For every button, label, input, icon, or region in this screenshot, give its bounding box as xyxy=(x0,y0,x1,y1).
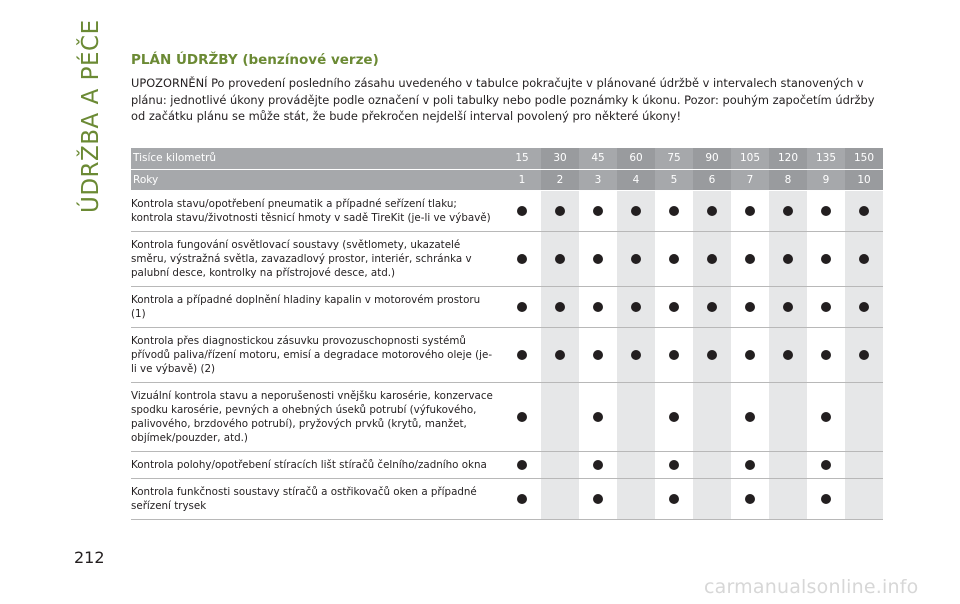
interval-cell xyxy=(655,382,693,451)
bullet-mark-icon xyxy=(517,302,527,312)
header-km-value: 135 xyxy=(807,148,845,169)
header-row-years xyxy=(131,169,883,190)
bullet-mark-icon xyxy=(593,460,603,470)
interval-cell xyxy=(693,382,731,451)
interval-cell xyxy=(503,286,541,327)
task-description: Kontrola a případné doplnění hladiny kapalin v motorovém prostoru (1) xyxy=(131,286,503,327)
interval-cell xyxy=(617,231,655,286)
bullet-mark-icon xyxy=(593,412,603,422)
header-year-value: 7 xyxy=(731,169,769,190)
bullet-mark-icon xyxy=(821,494,831,504)
header-year-value: 9 xyxy=(807,169,845,190)
bullet-mark-icon xyxy=(669,206,679,216)
interval-cell xyxy=(845,231,883,286)
bullet-mark-icon xyxy=(745,412,755,422)
bullet-mark-icon xyxy=(821,460,831,470)
bullet-mark-icon xyxy=(517,206,527,216)
watermark: carmanualsonline.info xyxy=(704,576,919,598)
interval-cell xyxy=(731,478,769,519)
bullet-mark-icon xyxy=(783,254,793,264)
interval-cell xyxy=(807,231,845,286)
interval-cell xyxy=(769,190,807,231)
bullet-mark-icon xyxy=(859,254,869,264)
interval-cell xyxy=(617,451,655,478)
bullet-mark-icon xyxy=(669,460,679,470)
interval-cell xyxy=(769,478,807,519)
header-km-value: 45 xyxy=(579,148,617,169)
interval-cell xyxy=(655,478,693,519)
interval-cell xyxy=(769,327,807,382)
interval-cell xyxy=(807,190,845,231)
interval-cell xyxy=(845,190,883,231)
header-year-value: 4 xyxy=(617,169,655,190)
interval-cell xyxy=(655,231,693,286)
header-km-value: 15 xyxy=(503,148,541,169)
header-year-value: 5 xyxy=(655,169,693,190)
table-row xyxy=(131,382,883,451)
bullet-mark-icon xyxy=(783,350,793,360)
bullet-mark-icon xyxy=(669,494,679,504)
page-number: 212 xyxy=(74,548,105,567)
interval-cell xyxy=(693,478,731,519)
interval-cell xyxy=(541,478,579,519)
bullet-mark-icon xyxy=(555,350,565,360)
header-year-value: 8 xyxy=(769,169,807,190)
interval-cell xyxy=(655,451,693,478)
bullet-mark-icon xyxy=(745,254,755,264)
bullet-mark-icon xyxy=(517,412,527,422)
interval-cell xyxy=(769,231,807,286)
bullet-mark-icon xyxy=(707,302,717,312)
bullet-mark-icon xyxy=(669,412,679,422)
side-section-title: ÚDRŽBA A PÉČE xyxy=(78,19,104,213)
interval-cell xyxy=(579,382,617,451)
bullet-mark-icon xyxy=(669,302,679,312)
bullet-mark-icon xyxy=(631,254,641,264)
interval-cell xyxy=(807,327,845,382)
bullet-mark-icon xyxy=(859,302,869,312)
interval-cell xyxy=(617,382,655,451)
interval-cell xyxy=(807,451,845,478)
bullet-mark-icon xyxy=(745,302,755,312)
bullet-mark-icon xyxy=(555,302,565,312)
interval-cell xyxy=(731,231,769,286)
interval-cell xyxy=(769,286,807,327)
interval-cell xyxy=(845,382,883,451)
bullet-mark-icon xyxy=(859,206,869,216)
header-years-label: Roky xyxy=(131,169,503,190)
bullet-mark-icon xyxy=(783,206,793,216)
table-row xyxy=(131,190,883,231)
bullet-mark-icon xyxy=(821,302,831,312)
header-year-value: 10 xyxy=(845,169,883,190)
interval-cell xyxy=(541,451,579,478)
interval-cell xyxy=(731,451,769,478)
header-km-label: Tisíce kilometrů xyxy=(131,148,503,169)
header-year-value: 6 xyxy=(693,169,731,190)
bullet-mark-icon xyxy=(517,254,527,264)
interval-cell xyxy=(731,382,769,451)
interval-cell xyxy=(541,327,579,382)
interval-cell xyxy=(579,478,617,519)
interval-cell xyxy=(503,231,541,286)
bullet-mark-icon xyxy=(821,206,831,216)
interval-cell xyxy=(541,286,579,327)
header-km-value: 105 xyxy=(731,148,769,169)
header-km-value: 75 xyxy=(655,148,693,169)
bullet-mark-icon xyxy=(555,206,565,216)
task-description: Kontrola fungování osvětlovací soustavy (světlomety, ukazatelé směru, výstražná světla, zavazadlový prostor, interiér, schránka v palubní desce, kontrolky na přístrojové desce, atd.) xyxy=(131,231,503,286)
interval-cell xyxy=(693,451,731,478)
table-row xyxy=(131,478,883,519)
bullet-mark-icon xyxy=(821,350,831,360)
header-km-value: 30 xyxy=(541,148,579,169)
interval-cell xyxy=(693,231,731,286)
interval-cell xyxy=(845,478,883,519)
header-km-value: 90 xyxy=(693,148,731,169)
bullet-mark-icon xyxy=(707,350,717,360)
header-year-value: 2 xyxy=(541,169,579,190)
interval-cell xyxy=(655,327,693,382)
interval-cell xyxy=(693,327,731,382)
interval-cell xyxy=(541,231,579,286)
bullet-mark-icon xyxy=(745,460,755,470)
interval-cell xyxy=(617,478,655,519)
interval-cell xyxy=(845,286,883,327)
interval-cell xyxy=(503,382,541,451)
bullet-mark-icon xyxy=(631,206,641,216)
interval-cell xyxy=(503,327,541,382)
bullet-mark-icon xyxy=(707,254,717,264)
header-year-value: 3 xyxy=(579,169,617,190)
interval-cell xyxy=(503,190,541,231)
interval-cell xyxy=(617,327,655,382)
bullet-mark-icon xyxy=(707,206,717,216)
interval-cell xyxy=(731,327,769,382)
header-row-kilometers xyxy=(131,148,883,169)
header-km-value: 60 xyxy=(617,148,655,169)
interval-cell xyxy=(845,451,883,478)
bullet-mark-icon xyxy=(745,350,755,360)
bullet-mark-icon xyxy=(859,350,869,360)
task-description: Vizuální kontrola stavu a neporušenosti vnějšku karosérie, konzervace spodku karosérie, pevných a ohebných úseků potrubí (výfukového, palivového, brzdového potrubí), pryžových prvků (krytů, manžet, objímek/pouzder, atd.) xyxy=(131,382,503,451)
interval-cell xyxy=(579,231,617,286)
bullet-mark-icon xyxy=(669,254,679,264)
bullet-mark-icon xyxy=(517,494,527,504)
interval-cell xyxy=(579,327,617,382)
interval-cell xyxy=(845,327,883,382)
interval-cell xyxy=(541,190,579,231)
interval-cell xyxy=(769,451,807,478)
bullet-mark-icon xyxy=(631,302,641,312)
bullet-mark-icon xyxy=(517,350,527,360)
interval-cell xyxy=(503,478,541,519)
interval-cell xyxy=(617,286,655,327)
bullet-mark-icon xyxy=(669,350,679,360)
interval-cell xyxy=(807,286,845,327)
interval-cell xyxy=(807,478,845,519)
bullet-mark-icon xyxy=(555,254,565,264)
interval-cell xyxy=(503,451,541,478)
header-km-value: 120 xyxy=(769,148,807,169)
bullet-mark-icon xyxy=(593,494,603,504)
task-description: Kontrola polohy/opotřebení stíracích lišt stíračů čelního/zadního okna xyxy=(131,451,503,478)
bullet-mark-icon xyxy=(517,460,527,470)
page-heading: PLÁN ÚDRŽBY (benzínové verze) xyxy=(131,52,379,68)
bullet-mark-icon xyxy=(745,494,755,504)
warning-note: UPOZORNĚNÍ Po provedení posledního zásahu uvedeného v tabulce pokračujte v plánované údržbě v intervalech stanovených v plánu: jednotlivé úkony provádějte podle označení v poli tabulky nebo podle poznámky k úkonu. Pozor: pouhým započetím údržby od začátku plánu se může stát, že bude překročen nejdelší interval povolený pro některé úkony! xyxy=(131,76,875,124)
interval-cell xyxy=(579,286,617,327)
interval-cell xyxy=(617,190,655,231)
header-year-value: 1 xyxy=(503,169,541,190)
table-row xyxy=(131,286,883,327)
task-description: Kontrola přes diagnostickou zásuvku provozuschopnosti systémů přívodů paliva/řízení motoru, emisí a degradace motorového oleje (je-li ve výbavě) (2) xyxy=(131,327,503,382)
bullet-mark-icon xyxy=(593,206,603,216)
bullet-mark-icon xyxy=(593,302,603,312)
bullet-mark-icon xyxy=(821,254,831,264)
interval-cell xyxy=(731,190,769,231)
header-km-value: 150 xyxy=(845,148,883,169)
table-row xyxy=(131,327,883,382)
interval-cell xyxy=(579,190,617,231)
bullet-mark-icon xyxy=(821,412,831,422)
interval-cell xyxy=(731,286,769,327)
bullet-mark-icon xyxy=(783,302,793,312)
table-row xyxy=(131,451,883,478)
interval-cell xyxy=(655,286,693,327)
bullet-mark-icon xyxy=(745,206,755,216)
interval-cell xyxy=(541,382,579,451)
interval-cell xyxy=(655,190,693,231)
bullet-mark-icon xyxy=(631,350,641,360)
task-description: Kontrola stavu/opotřebení pneumatik a případné seřízení tlaku; kontrola stavu/životnosti těsnicí hmoty v sadě TireKit (je-li ve výbavě) xyxy=(131,190,503,231)
bullet-mark-icon xyxy=(593,254,603,264)
interval-cell xyxy=(579,451,617,478)
interval-cell xyxy=(769,382,807,451)
bullet-mark-icon xyxy=(593,350,603,360)
interval-cell xyxy=(693,286,731,327)
interval-cell xyxy=(807,382,845,451)
table-row xyxy=(131,231,883,286)
task-description: Kontrola funkčnosti soustavy stíračů a ostřikovačů oken a případné seřízení trysek xyxy=(131,478,503,519)
interval-cell xyxy=(693,190,731,231)
maintenance-plan-table xyxy=(131,148,883,520)
